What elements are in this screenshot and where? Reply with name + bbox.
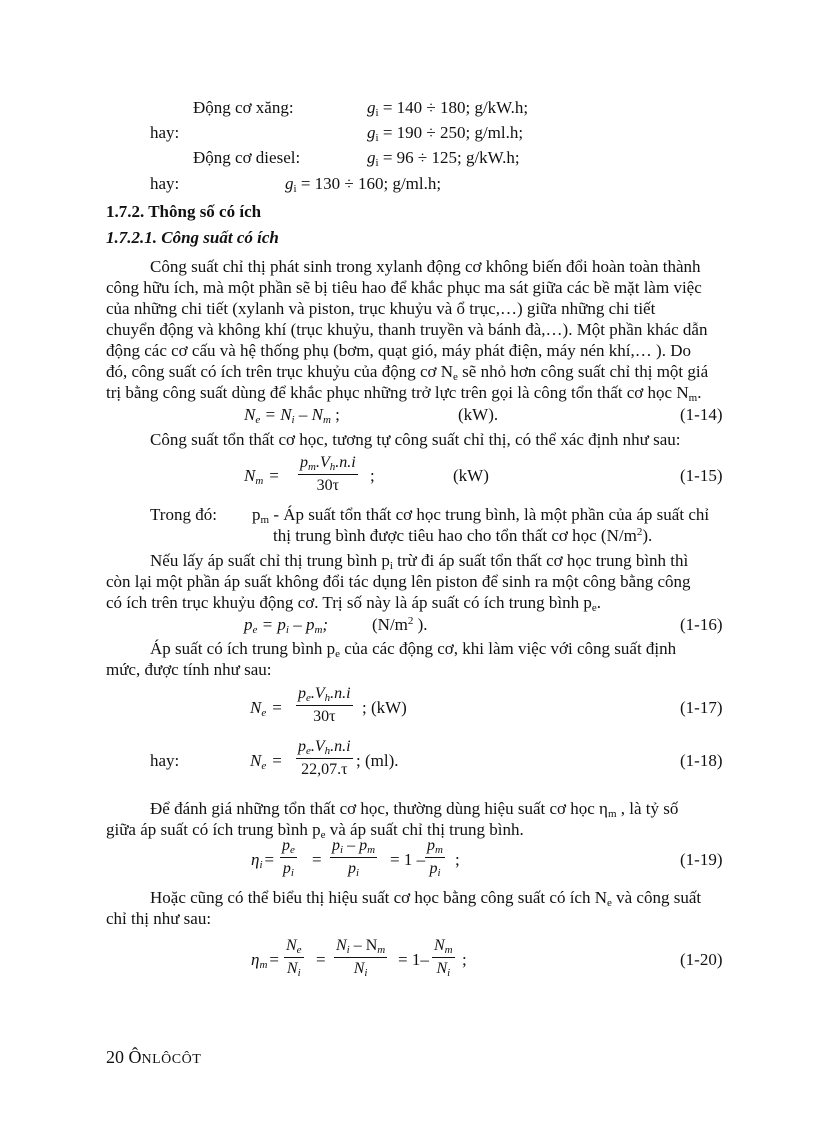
- equation-1-15-number: (1-15): [680, 466, 723, 485]
- equation-1-19-lhs: $\eta_i$ =: [251, 850, 275, 871]
- equation-1-17-unit: ; (kW): [362, 698, 407, 717]
- fuel-row2-label: hay:: [150, 123, 180, 142]
- equation-1-16: $p_e = p_i - p_m$;: [244, 615, 329, 636]
- where-definition-line2: thị trung bình được tiêu hao cho tổn thất cơ học $(N/m^2)$.: [273, 526, 653, 545]
- equation-1-15-fraction: $p_m.V_h.n.i$ 30τ: [300, 454, 356, 494]
- paragraph-useful-power: Công suất chỉ thị phát sinh trong xylanh động cơ không biến đổi hoàn toàn thành công hữu ích, mà một phần sẽ bị tiêu hao để khắc phục ma sát giữa các bề mặt làm việc của những chi tiết (xylanh và piston, trục khuỷu và ổ trục,…) giữa những chi tiết chuyển động và không khí (trục khuỷu, thanh truyền và bánh đà,…). Một phần khác dẫn động các cơ cấu và hệ thống phụ (bơm, quạt gió, máy phát điện, máy nén khí,… ). Do đó, công suất có ích trên trục khuỷu của động cơ $N_e$ sẽ nhỏ hơn công suất chỉ thị một giá trị bằng công suất dùng để khắc phục những trở lực trên gọi là công tổn thất cơ học $N_m$.: [106, 257, 709, 404]
- paragraph-mechanical-loss: Công suất tổn thất cơ học, tương tự công suất chỉ thị, có thể xác định như sau:: [150, 430, 681, 449]
- paragraph-mechanical-efficiency: Để đánh giá những tổn thất cơ học, thường dùng hiệu suất cơ học $\eta_m$ , là tỷ số giữa áp suất có ích trung bình $p_e$ và áp suất chỉ thị trung bình.: [106, 799, 679, 841]
- fuel-row2-value: $g_i = 190 \div 250$; g/ml.h;: [367, 123, 524, 144]
- fuel-row1-label: Động cơ xăng:: [193, 98, 294, 117]
- equation-1-19-fraction3: $p_m$ $p_i$: [427, 837, 443, 879]
- page-footer: 20 ÔNLÔCÔT: [106, 1047, 202, 1067]
- equation-1-16-number: (1-16): [680, 615, 723, 634]
- equation-1-14-unit: (kW).: [458, 405, 499, 424]
- page-number: 20: [106, 1047, 124, 1067]
- fuel-row4-value: $g_i = 130 \div 160$; g/ml.h;: [285, 174, 442, 195]
- equation-1-20-semicolon: ;: [462, 950, 467, 969]
- equation-1-16-unit: ($N/m^2$ ).: [372, 615, 428, 634]
- section-heading: 1.7.2. Thông số có ích: [106, 202, 262, 221]
- equation-1-15-lhs: $N_m$ =: [244, 466, 279, 487]
- equation-1-19-fraction1: $p_e$ $p_i$: [282, 837, 295, 879]
- where-label: Trong đó:: [150, 505, 217, 524]
- equation-1-14-number: (1-14): [680, 405, 723, 424]
- equation-1-15-semicolon: ;: [370, 466, 375, 485]
- where-definition: $p_m$ - Áp suất tổn thất cơ học trung bình, là một phần của áp suất chỉ: [252, 505, 710, 526]
- equation-1-20-equals: =: [316, 950, 326, 969]
- equation-1-19-equals: =: [312, 850, 322, 869]
- equation-1-17-fraction: $p_e.V_h.n.i$ 30τ: [298, 685, 351, 725]
- equation-1-19-semicolon: ;: [455, 850, 460, 869]
- fuel-row1-value: $g_i = 140 \div 180$; g/kW.h;: [367, 98, 529, 119]
- equation-1-18-label: hay:: [150, 751, 180, 770]
- equation-1-19-fraction2: $p_i - p_m$ $p_i$: [332, 837, 376, 879]
- equation-1-20-one-minus: = 1–: [398, 950, 429, 969]
- paragraph-rated-power: Áp suất có ích trung bình $p_e$ của các động cơ, khi làm việc với công suất định mức, được tính như sau:: [106, 639, 677, 679]
- equation-1-17-lhs: $N_e$ =: [250, 698, 282, 719]
- equation-1-17-number: (1-17): [680, 698, 723, 717]
- paragraph-mean-effective-pressure: Nếu lấy áp suất chỉ thị trung bình $p_i$ trừ đi áp suất tổn thất cơ học trung bình thì còn lại một phần áp suất không đổi tác dụng lên piston để sinh ra một công bằng công có ích trên trục khuỷu động cơ. Trị số này là áp suất có ích trung bình $p_e$.: [106, 551, 691, 614]
- fuel-row3-label: Động cơ diesel:: [193, 148, 301, 167]
- equation-1-18-fraction: $p_e.V_h.n.i$ 22,07.τ: [298, 738, 351, 778]
- equation-1-14: $N_e = N_i - N_m$ ;: [244, 405, 340, 426]
- equation-1-18-unit: ; (ml).: [356, 751, 399, 770]
- equation-1-15-unit: (kW): [453, 466, 489, 485]
- equation-1-18-number: (1-18): [680, 751, 723, 770]
- paragraph-efficiency-power: Hoặc cũng có thể biểu thị hiệu suất cơ học bằng công suất có ích $N_e$ và công suất chỉ thị như sau:: [106, 888, 702, 928]
- equation-1-19-one-minus: = 1 –: [390, 850, 426, 869]
- equation-1-20-lhs: $\eta_m$ =: [251, 950, 279, 971]
- subsection-heading: 1.7.2.1. Công suất có ích: [106, 228, 279, 247]
- equation-1-20-number: (1-20): [680, 950, 723, 969]
- equation-1-18-lhs: $N_e$ =: [250, 751, 282, 772]
- equation-1-20-fraction2: $N_i - N_m$ $N_i$: [336, 937, 386, 979]
- equation-1-20-fraction3: $N_m$ $N_i$: [434, 937, 453, 979]
- equation-1-20-fraction1: $N_e$ $N_i$: [286, 937, 302, 979]
- fuel-row4-label: hay:: [150, 174, 180, 193]
- equation-1-19-number: (1-19): [680, 850, 723, 869]
- fuel-row3-value: $g_i = 96 \div 125$; g/kW.h;: [367, 148, 520, 169]
